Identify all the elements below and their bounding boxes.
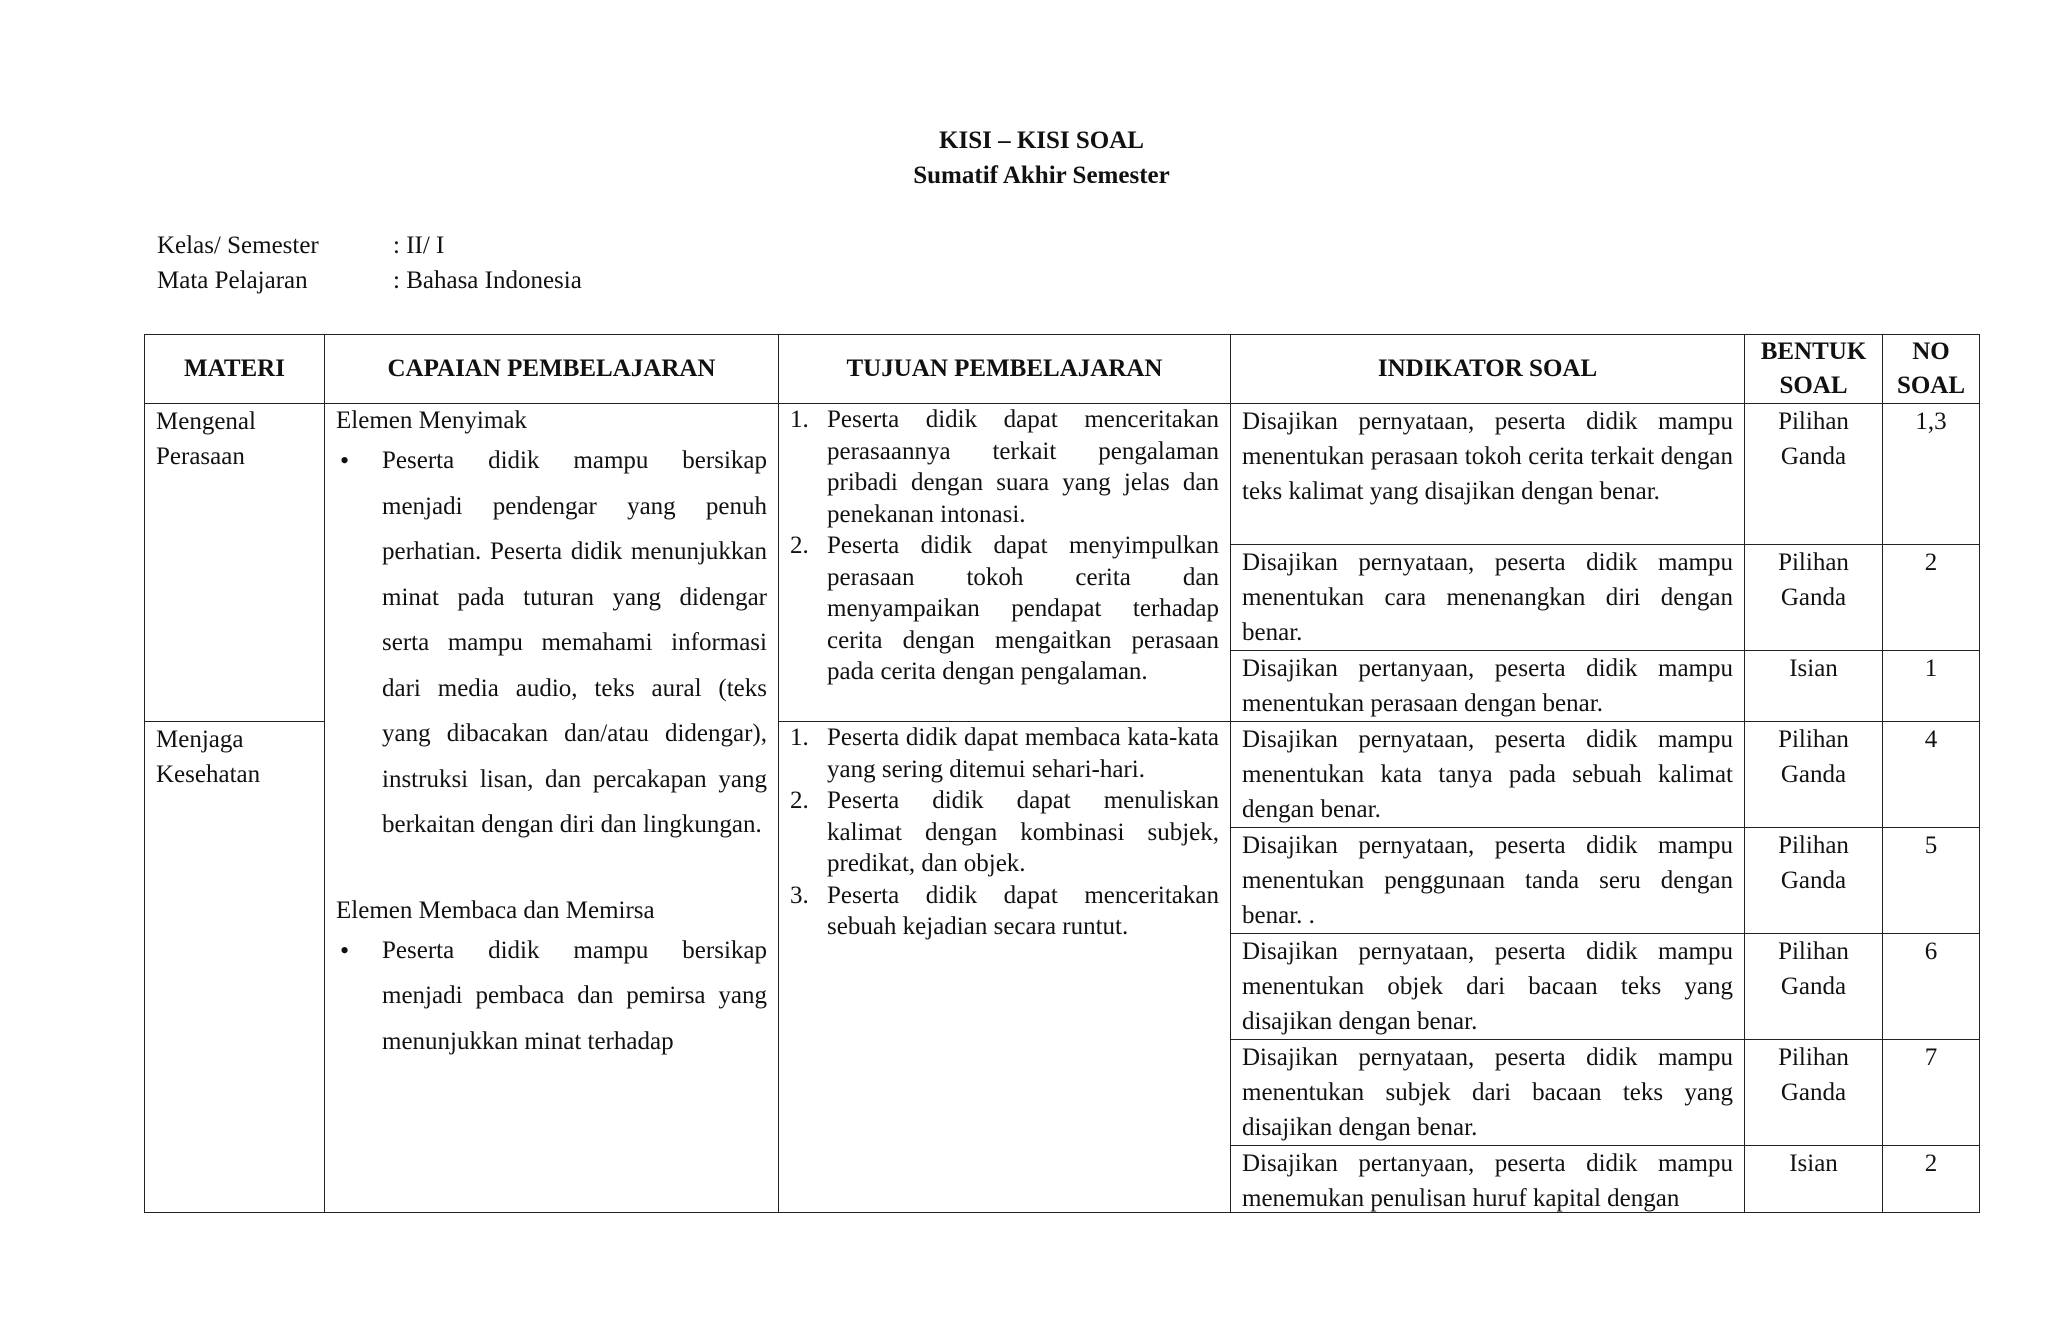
- indikator-cell: Disajikan pernyataan, peserta didik mampu menentukan perasaan tokoh cerita terkait dengan teks kalimat yang disajikan dengan benar.: [1231, 404, 1745, 545]
- meta-mapel-label: Mata Pelajaran: [157, 267, 308, 294]
- tp-item-number: 1.: [790, 406, 809, 433]
- materi-cell-2: Menjaga Kesehatan: [145, 722, 325, 1213]
- tp-item: [790, 404, 1219, 530]
- bentuk-line1: Pilihan: [1778, 1044, 1849, 1071]
- cp-item-membaca: • Peserta didik mampu bersikap menjadi pembaca dan pemirsa yang menunjukkan minat terhadap: [382, 928, 767, 1065]
- tp-item-number: 2.: [790, 787, 809, 814]
- indikator-cell: Disajikan pernyataan, peserta didik mampu menentukan cara menenangkan diri dengan benar.: [1231, 545, 1745, 651]
- tp-item-number: 1.: [790, 724, 809, 751]
- no-cell: 2: [1883, 1146, 1980, 1213]
- meta-mapel-value: : Bahasa Indonesia: [393, 267, 582, 294]
- bentuk-cell: [1745, 651, 1883, 722]
- header-indikator: INDIKATOR SOAL: [1231, 335, 1745, 404]
- materi-cell-1: Mengenal Perasaan: [145, 404, 325, 722]
- capaian-cell: [325, 404, 779, 1213]
- tp-item-text: Peserta didik dapat menyimpulkan perasaan tokoh cerita dan menyampaikan pendapat terhadap cerita dengan mengaitkan perasaan pada cerita dengan pengalaman.: [827, 532, 1219, 685]
- meta-mapel: [157, 264, 582, 298]
- bentuk-line2: Ganda: [1780, 1079, 1847, 1106]
- indikator-cell: [1231, 1146, 1745, 1213]
- table-row: [145, 404, 1980, 545]
- bentuk-cell: [1745, 722, 1883, 828]
- header-tujuan: TUJUAN PEMBELAJARAN: [779, 335, 1231, 404]
- document-subtitle: Sumatif Akhir Semester: [913, 162, 1170, 189]
- indikator-cell: Disajikan pernyataan, peserta didik mampu menentukan objek dari bacaan teks yang disajikan dengan benar.: [1231, 934, 1745, 1040]
- bentuk-line1: Isian: [1789, 1150, 1838, 1177]
- bentuk-cell: [1745, 404, 1883, 545]
- cp-list-2: [336, 928, 767, 1065]
- tp-item: [790, 880, 1219, 943]
- meta-kelas-label: Kelas/ Semester: [157, 232, 319, 259]
- bentuk-line2: Ganda: [1780, 973, 1847, 1000]
- indikator-cell-text: Disajikan pertanyaan, peserta didik mampu menemukan penulisan huruf kapital dengan: [1242, 1150, 1733, 1212]
- tp-list-1: [790, 404, 1219, 688]
- tp-item: [790, 530, 1219, 688]
- document-title: KISI – KISI SOAL: [939, 127, 1144, 154]
- no-cell: 4: [1883, 722, 1980, 828]
- bentuk-cell: [1745, 1040, 1883, 1146]
- indikator-cell: Disajikan pernyataan, peserta didik mampu menentukan kata tanya pada sebuah kalimat dengan benar.: [1231, 722, 1745, 828]
- cp-item-menyimak: • Peserta didik mampu bersikap menjadi pendengar yang penuh perhatian. Peserta didik menunjukkan minat pada tuturan yang didengar serta mampu memahami informasi dari media audio, teks aural (teks yang dibacakan dan/atau didengar), instruksi lisan, dan percakapan yang berkaitan dengan diri dan lingkungan.: [382, 438, 767, 848]
- header-materi: MATERI: [145, 335, 325, 404]
- bentuk-line2: Ganda: [1780, 867, 1847, 894]
- header-no: [1883, 335, 1980, 404]
- header-bentuk-line2: SOAL: [1779, 372, 1848, 399]
- cp-list-1: [336, 438, 767, 848]
- tp-list-2: [790, 722, 1219, 943]
- indikator-cell: Disajikan pertanyaan, peserta didik mampu menentukan perasaan dengan benar.: [1231, 651, 1745, 722]
- tp-item: [790, 785, 1219, 880]
- indikator-cell: Disajikan pernyataan, peserta didik mampu menentukan subjek dari bacaan teks yang disajikan dengan benar.: [1231, 1040, 1745, 1146]
- tp-item: [790, 722, 1219, 785]
- meta-kelas: [157, 229, 444, 263]
- tp-item-text: Peserta didik dapat menuliskan kalimat dengan kombinasi subjek, predikat, dan objek.: [827, 787, 1219, 877]
- kisi-table: [144, 334, 1980, 1213]
- tujuan-cell-1: [779, 404, 1231, 722]
- header-bentuk-line1: BENTUK: [1760, 338, 1867, 365]
- tp-item-text: Peserta didik dapat membaca kata-kata yang sering ditemui sehari-hari.: [827, 724, 1219, 783]
- bentuk-line1: Pilihan: [1778, 408, 1849, 435]
- cp-elemen-membaca: Elemen Membaca dan Memirsa: [336, 896, 655, 924]
- bentuk-line1: Pilihan: [1778, 549, 1849, 576]
- tp-item-number: 2.: [790, 532, 809, 559]
- cp-elemen-menyimak: Elemen Menyimak: [336, 407, 527, 434]
- meta-kelas-value: : II/ I: [393, 232, 445, 259]
- bentuk-cell: [1745, 934, 1883, 1040]
- tp-item-number: 3.: [790, 881, 809, 909]
- bentuk-line1: Pilihan: [1778, 726, 1849, 753]
- header-no-line1: NO: [1912, 338, 1950, 365]
- header-capaian: CAPAIAN PEMBELAJARAN: [325, 335, 779, 404]
- bentuk-line1: Pilihan: [1778, 832, 1849, 859]
- no-cell: 1,3: [1883, 404, 1980, 545]
- no-cell: 2: [1883, 545, 1980, 651]
- no-cell: 6: [1883, 934, 1980, 1040]
- bentuk-line2: Ganda: [1780, 761, 1847, 788]
- tp-item-text: Peserta didik dapat menceritakan sebuah kejadian secara runtut.: [827, 881, 1219, 940]
- no-cell: 1: [1883, 651, 1980, 722]
- indikator-cell: Disajikan pernyataan, peserta didik mampu menentukan penggunaan tanda seru dengan benar. .: [1231, 828, 1745, 934]
- capaian-content: [336, 404, 767, 1204]
- header-no-line2: SOAL: [1896, 372, 1966, 399]
- no-cell: 5: [1883, 828, 1980, 934]
- bentuk-cell: [1745, 828, 1883, 934]
- table-header-row: [145, 335, 1980, 404]
- bentuk-line1: Isian: [1789, 655, 1838, 682]
- no-cell: 7: [1883, 1040, 1980, 1146]
- bentuk-line1: Pilihan: [1778, 938, 1849, 965]
- bentuk-line2: Ganda: [1780, 443, 1847, 470]
- bentuk-cell: [1745, 1146, 1883, 1213]
- tp-item-text: Peserta didik dapat menceritakan perasaannya terkait pengalaman pribadi dengan suara yang jelas dan penekanan intonasi.: [827, 406, 1219, 528]
- header-bentuk: [1745, 335, 1883, 404]
- tujuan-cell-2: [779, 722, 1231, 1213]
- bentuk-line2: Ganda: [1780, 584, 1847, 611]
- bentuk-cell: [1745, 545, 1883, 651]
